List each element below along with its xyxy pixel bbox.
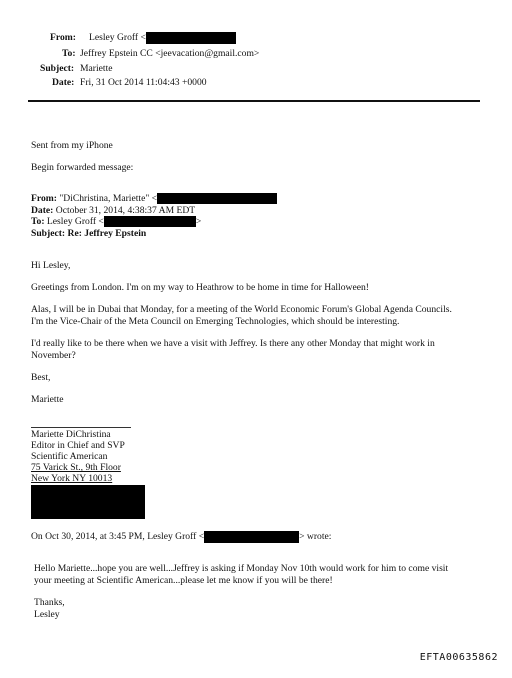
fwd-date-value: October 31, 2014, 4:38:37 AM EDT (55, 205, 196, 216)
header-to-value: Jeffrey Epstein CC <jeevacation@gmail.com> (80, 48, 260, 59)
fwd-from-label: From: (31, 193, 57, 204)
fwd-subject-label: Subject: (31, 228, 66, 239)
fwd-to-row (31, 216, 201, 228)
header-to-row (0, 48, 512, 61)
body-closing: Best, (31, 372, 51, 383)
redaction-bar (204, 531, 299, 543)
signature-redaction-block (31, 485, 145, 519)
signature-divider (31, 427, 131, 428)
body-paragraph-1: Greetings from London. I'm on my way to Heathrow to be home in time for Halloween! (31, 282, 369, 293)
signature-org: Scientific American (31, 451, 108, 462)
begin-forwarded-line: Begin forwarded message: (31, 162, 134, 173)
body-paragraph-2-line-2: I'm the Vice-Chair of the Meta Council on Emerging Technologies, which should be interesting. (31, 316, 400, 327)
quoted-closing: Thanks, (34, 597, 65, 608)
header-subject-row (0, 63, 512, 76)
header-divider (28, 100, 480, 102)
fwd-to-label: To: (31, 216, 45, 227)
quoted-line-2: your meeting at Scientific American...please let me know if you will be there! (34, 575, 333, 586)
header-subject-label: Subject: (40, 63, 75, 74)
signature-name: Mariette DiChristina (31, 429, 111, 440)
quoted-name: Lesley (34, 609, 60, 620)
document-id: EFTA00635862 (419, 651, 498, 663)
fwd-from-row (31, 193, 277, 205)
header-to-label: To: (62, 48, 76, 59)
redaction-bar (104, 216, 196, 227)
signature-title: Editor in Chief and SVP (31, 440, 125, 451)
header-date-row (0, 77, 512, 90)
header-date-label: Date: (52, 77, 75, 88)
sent-from-line: Sent from my iPhone (31, 140, 113, 151)
body-greeting: Hi Lesley, (31, 260, 71, 271)
fwd-subject-row (31, 228, 146, 240)
redaction-bar (157, 193, 277, 204)
header-from-text: Lesley Groff < (89, 32, 146, 44)
header-from-label: From: (50, 32, 76, 43)
quoted-line-1: Hello Mariette...hope you are well...Jeffrey is asking if Monday Nov 10th would work for him to come visit (34, 563, 449, 574)
header-subject-value: Mariette (80, 63, 113, 74)
signature-address-line-2[interactable]: New York NY 10013 (31, 473, 113, 484)
body-paragraph-2-line-1: Alas, I will be in Dubai that Monday, for a meeting of the World Economic Forum's Global Agenda Councils. (31, 304, 452, 315)
fwd-date-label: Date: (31, 205, 54, 216)
header-from-value (89, 32, 236, 44)
fwd-to-value: Lesley Groff < (46, 216, 104, 227)
body-name: Mariette (31, 394, 64, 405)
quoted-intro (31, 531, 331, 543)
redaction-bar (146, 32, 236, 44)
quoted-intro-prefix: On Oct 30, 2014, at 3:45 PM, Lesley Groff < (31, 531, 205, 543)
fwd-from-value: "DiChristina, Mariette" < (59, 193, 158, 204)
quoted-intro-suffix: > wrote: (299, 531, 332, 543)
signature-address-line-1[interactable]: 75 Varick St., 9th Floor (31, 462, 121, 473)
header-date-value: Fri, 31 Oct 2014 11:04:43 +0000 (80, 77, 207, 88)
body-paragraph-3-line-1: I'd really like to be there when we have a visit with Jeffrey. Is there any other Monday that might work in (31, 338, 435, 349)
body-paragraph-3-line-2: November? (31, 350, 76, 361)
fwd-to-close: > (195, 216, 202, 227)
header-from-row (0, 32, 512, 45)
fwd-subject-value: Re: Jeffrey Epstein (67, 228, 147, 239)
